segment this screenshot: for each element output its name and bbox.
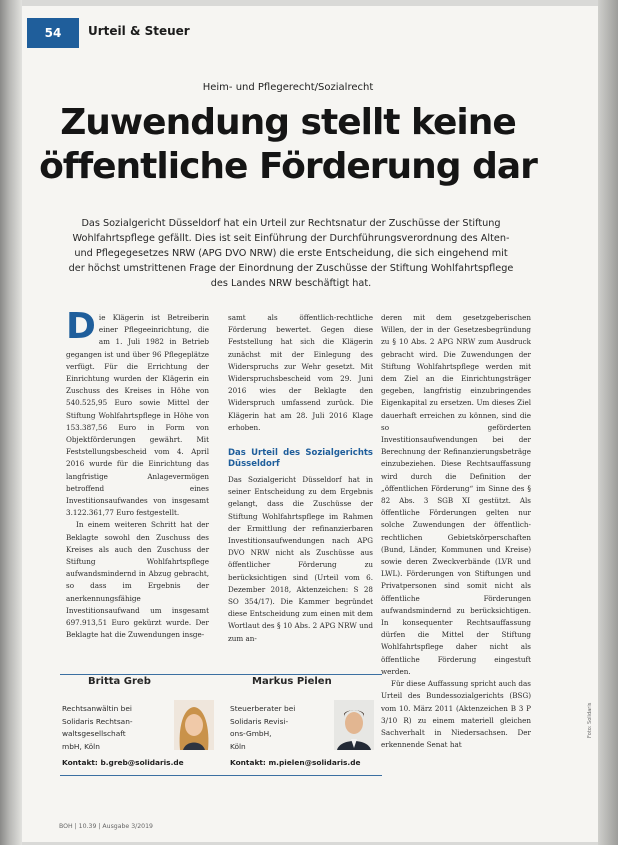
article-lead: Das Sozialgericht Düsseldorf hat ein Urteil zur Rechtsnatur der Zuschüsse der Stiftung Wohlfahrtspflege gefällt. Dies ist seit Einführung der Durchführungsverordnung des Alten- und Pflegegesetzes NRW (APG DVO NRW) die erste Entscheidung, die sich eingehend mit der höchst umstrittenen Frage der Einordnung der Zuschüsse der Stiftung Wohlfahrtspflege des Landes NRW beschäftigt hat. (68, 218, 514, 289)
contact-label: Kontakt: (230, 758, 266, 767)
column-3-paragraph-2: Für diese Auffassung spricht auch das Urteil des Bundessozialgerichts (BSG) vom 10. März 2011 (Aktenzeichen B 3 P 3/10 R) zu einem materiell gleichen Sachverhalt in Niedersachsen. Der erkennende Senat hat (381, 679, 531, 750)
article-column-1 (66, 306, 209, 641)
article-column-3 (381, 312, 531, 751)
author-bio-line: ons-GmbH, (230, 729, 272, 738)
contact-label: Kontakt: (62, 758, 98, 767)
author-bio-line: Solidaris Rechtsan- (62, 716, 133, 726)
author-bio-line: mbH, Köln (62, 741, 100, 751)
author-photo-1 (174, 700, 214, 750)
author-bio-line: Solidaris Revisi- (230, 716, 289, 726)
author-bio-line: waltsgesellschaft (62, 729, 126, 738)
email-link[interactable]: m.pielen@solidaris.de (268, 758, 361, 767)
email-link[interactable]: b.greb@solidaris.de (100, 758, 184, 767)
author-email-2 (230, 758, 361, 767)
author-name-2: Markus Pielen (252, 676, 332, 687)
column-2-subheading: Das Urteil des Sozialgerichts Düsseldorf (228, 448, 373, 470)
article-kicker: Heim- und Pflegerecht/Sozialrecht (202, 82, 374, 93)
column-1-paragraph-2: In einem weiteren Schritt hat der Beklagte sowohl den Zuschuss des Kreises als auch den Zuschuss der Stiftung Wohlfahrtspflege aufwandsmindernd in Abzug gebracht, so dass im Ergebnis der anerkennungsfähige Investitionsaufwand um insgesamt 697.913,51 Euro gekürzt wurde. Der Beklagte hat die Zuwendungen insge- (66, 520, 209, 640)
article-column-2 (228, 312, 373, 645)
photo-credit: Foto: Solidaris (587, 702, 593, 738)
section-title: Urteil & Steuer (88, 24, 190, 38)
author-name-1: Britta Greb (88, 676, 151, 687)
author-bio-line: Steuerberater bei (230, 704, 296, 713)
author-bio-2 (230, 703, 328, 753)
author-photo-2 (334, 700, 374, 750)
page-number-badge (27, 18, 79, 48)
column-2-paragraph-2: Das Sozialgericht Düsseldorf hat in seiner Entscheidung zu dem Ergebnis gelangt, dass die Zuschüsse der Stiftung Wohlfahrtspflege im Rahmen der Ermittlung der refinanzierbaren Investitionsaufwendungen nach APG DVO NRW nicht als Zuschüsse aus öffentlicher Förderung zu berücksichtigen sind (Urteil vom 6. Dezember 2018, Aktenzeichen: S 28 SO 354/17). Die Kammer begründet diese Entscheidung zum einen mit dem Wortlaut des § 10 Abs. 2 APG NRW und zum an- (228, 475, 373, 643)
author-bio-line: Köln (230, 741, 246, 751)
drop-cap: D (66, 306, 96, 347)
column-3-paragraph-1: deren mit dem gesetzgeberischen Willen, der in der Gesetzesbegründung zu § 10 Abs. 2 APG NRW zum Ausdruck gebracht wird. Die Zuwendungen der Stiftung Wohlfahrtspflege werden mit dem Ziel an die Einrichtungsträger gegeben, langfristig einzubringendes Eigenkapital zu ersetzen. Um dieses Ziel dauerhaft erreichen zu können, sind die so geförderten Investitionsaufwendungen bei der Berechnung der Refinanzierungsbeträge einzubeziehen. Diese Rechtsauffassung wird durch die Definition der „öffentlichen Förderung“ im Sinne des § 82 Abs. 3 SGB XI gestützt. Als öffentliche Förderungen gelten nur solche Zuwendungen der öffentlich-rechtlichen Gebietskörperschaften (Bund, Länder, Kommunen und Kreise) sowie deren Zweckverbände (LVR und LWL). Förderungen von Stiftungen und Privatpersonen sind somit nicht als öffentliche Förderungen aufwandsmindernd zu berücksichtigen. In konsequenter Rechtsauffassung dürfen die Mittel der Stiftung Wohlfahrtspflege daher nicht als öffentliche Förderung eingestuft werden. (381, 313, 531, 676)
page-footer: BOH | 10.39 | Ausgabe 3/2019 (59, 823, 153, 830)
column-2-paragraph-1: samt als öffentlich-rechtliche Förderung bewertet. Gegen diese Feststellung hat sich die Klägerin zunächst mit der Einlegung des Widerspruchs zur Wehr gesetzt. Mit Widerspruchsbescheid vom 29. Juni 2016 wies der Beklagte den Widerspruch umfassend zurück. Die Klägerin hat am 28. Juli 2016 Klage erhoben. (228, 313, 373, 432)
magazine-spine (0, 0, 22, 845)
article-headline: Zuwendung stellt keine öffentliche Förderung dar (39, 102, 537, 187)
page-number: 54 (44, 26, 62, 40)
column-1-paragraph-1: ie Klägerin ist Betreiberin einer Pflegeeinrichtung, die am 1. Juli 1982 in Betrieb gegangen ist und über 96 Pflegeplätze verfügt. Für die Errichtung der Einrichtung wurden der Klägerin ein Zuschuss des Kreises in Höhe von 540.525,95 Euro sowie Mittel der Stiftung Wohlfahrtspflege in Höhe von 153.387,56 Euro in Form von Objektförderungen gewährt. Mit Feststellungsbescheid vom 4. April 2016 wurde für die Einrichtung das langfristige Anlagevermögen betroffend eines Investitionsaufwandes von insgesamt 3.122.361,77 Euro festgestellt. (66, 313, 209, 518)
page-edge (598, 0, 618, 845)
author-email-1 (62, 758, 184, 767)
author-bio-line: Rechtsanwältin bei (62, 704, 132, 713)
author-bio-1 (62, 703, 170, 753)
